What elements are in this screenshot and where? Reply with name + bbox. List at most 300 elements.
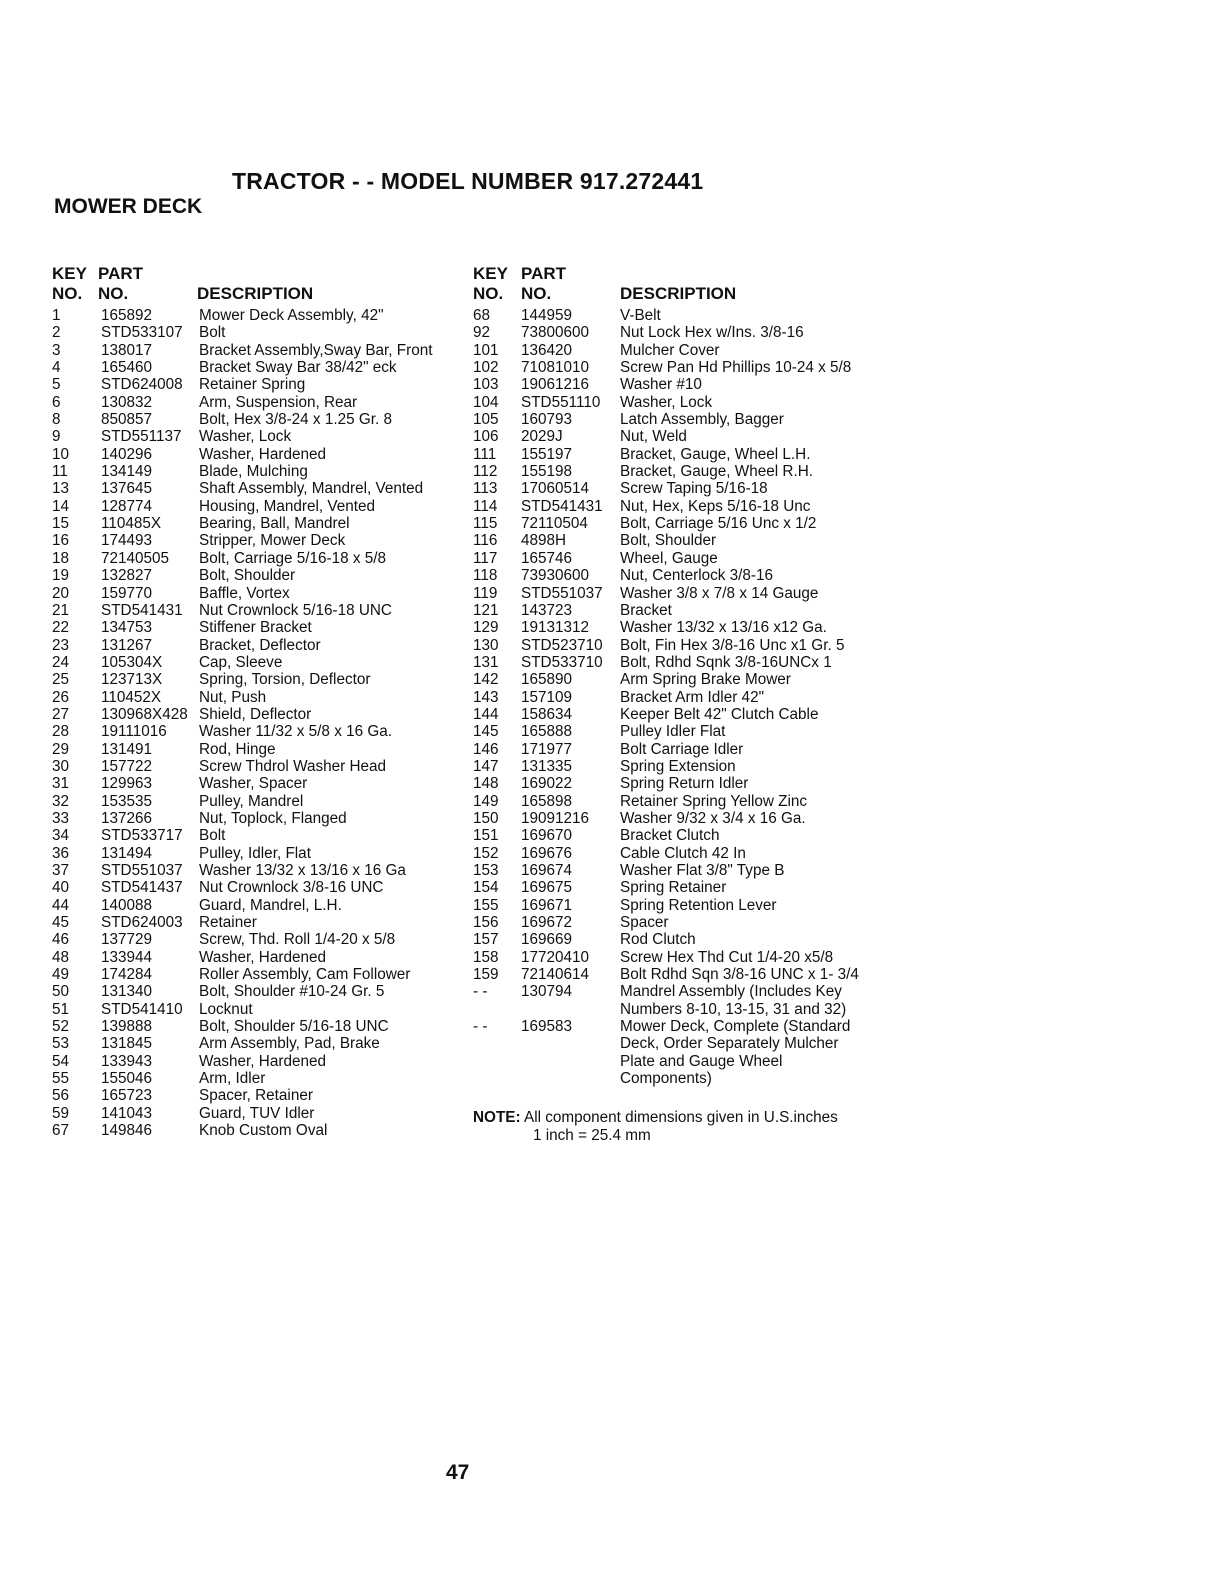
part-number: 165890 xyxy=(521,671,573,689)
key-header-line1: KEY xyxy=(52,264,87,283)
part-description: Bolt, Carriage 5/16 Unc x 1/2 xyxy=(620,515,817,533)
key-number: 56 xyxy=(52,1087,70,1105)
part-number: 165888 xyxy=(521,723,573,741)
part-number: STD533107 xyxy=(101,324,183,342)
key-number: 13 xyxy=(52,480,70,498)
part-number: 134753 xyxy=(101,619,153,637)
parts-row xyxy=(473,307,893,324)
part-description: Screw Thdrol Washer Head xyxy=(199,757,387,775)
part-number: 19131312 xyxy=(521,619,590,637)
part-header-line1: PART xyxy=(98,264,144,283)
parts-row xyxy=(473,897,893,914)
key-number: - - xyxy=(473,983,488,1001)
parts-row xyxy=(473,446,893,463)
key-number: 24 xyxy=(52,653,70,671)
key-number: 53 xyxy=(52,1035,70,1053)
key-number: 104 xyxy=(473,393,499,411)
parts-row xyxy=(52,983,452,1000)
part-description: Stripper, Mower Deck xyxy=(199,532,346,550)
part-number: 165460 xyxy=(101,359,153,377)
description-header: DESCRIPTION xyxy=(197,284,314,303)
parts-row xyxy=(473,706,893,723)
parts-row xyxy=(473,480,893,497)
part-description: Washer, Hardened xyxy=(199,948,326,966)
part-description: Mandrel Assembly (Includes Key Numbers 8-10, 13-15, 31 and 32) xyxy=(620,983,847,1018)
key-number: 23 xyxy=(52,636,70,654)
part-description: Knob Custom Oval xyxy=(199,1122,328,1140)
part-description: Arm Assembly, Pad, Brake xyxy=(199,1035,380,1053)
parts-row xyxy=(473,983,893,1018)
part-number: 140296 xyxy=(101,445,153,463)
parts-row xyxy=(52,845,452,862)
note-label: NOTE: xyxy=(473,1109,521,1126)
part-number: 158634 xyxy=(521,705,573,723)
key-number: 145 xyxy=(473,723,499,741)
part-number: 137729 xyxy=(101,931,153,949)
key-number: 2 xyxy=(52,324,61,342)
key-number: 4 xyxy=(52,359,61,377)
parts-row xyxy=(473,758,893,775)
parts-row xyxy=(52,758,452,775)
part-number: STD533710 xyxy=(521,653,603,671)
part-description: Bracket xyxy=(620,601,672,619)
key-number: 113 xyxy=(473,480,498,498)
key-number: 36 xyxy=(52,844,70,862)
part-description: Nut, Weld xyxy=(620,428,687,446)
part-description: V-Belt xyxy=(620,307,661,324)
part-number: 133943 xyxy=(101,1052,153,1070)
part-number: STD541437 xyxy=(101,879,183,897)
part-number: 139888 xyxy=(101,1018,153,1036)
part-number: 169671 xyxy=(521,896,573,914)
parts-row xyxy=(473,810,893,827)
parts-row xyxy=(52,827,452,844)
part-number: 130968X428 xyxy=(101,705,188,723)
part-description: Washer 13/32 x 13/16 x12 Ga. xyxy=(620,619,827,637)
part-description: Washer 9/32 x 3/4 x 16 Ga. xyxy=(620,809,806,827)
part-number: 19091216 xyxy=(521,809,590,827)
part-description: Nut, Centerlock 3/8-16 xyxy=(620,567,774,585)
part-description: Washer, Lock xyxy=(620,393,713,411)
part-description: Bolt xyxy=(199,324,226,342)
key-number: 158 xyxy=(473,948,499,966)
parts-row xyxy=(473,498,893,515)
part-header-line1: PART xyxy=(521,264,567,283)
part-number: STD541431 xyxy=(521,497,603,515)
part-number: 850857 xyxy=(101,411,153,429)
part-number: 140088 xyxy=(101,896,153,914)
part-description: Arm, Idler xyxy=(199,1070,266,1088)
part-description: Bracket Clutch xyxy=(620,827,720,845)
part-description: Locknut xyxy=(199,1000,253,1018)
part-description: Baffle, Vortex xyxy=(199,584,290,602)
part-number: 165746 xyxy=(521,549,573,567)
key-number: 131 xyxy=(473,653,499,671)
key-number: 157 xyxy=(473,931,499,949)
key-number: 1 xyxy=(52,307,61,324)
key-number: 33 xyxy=(52,809,70,827)
part-number: 144959 xyxy=(521,307,573,324)
parts-row xyxy=(52,585,452,602)
part-description: Washer, Hardened xyxy=(199,1052,326,1070)
key-number: 49 xyxy=(52,966,70,984)
part-number: 17720410 xyxy=(521,948,590,966)
part-description: Nut, Hex, Keps 5/16-18 Unc xyxy=(620,497,811,515)
parts-row xyxy=(52,394,452,411)
parts-row xyxy=(52,498,452,515)
part-description: Bolt, Shoulder #10-24 Gr. 5 xyxy=(199,983,385,1001)
parts-row xyxy=(473,949,893,966)
part-description: Bolt xyxy=(199,827,226,845)
key-number: 9 xyxy=(52,428,61,446)
part-number: 169583 xyxy=(521,1018,573,1036)
parts-row xyxy=(52,567,452,584)
part-description: Pulley Idler Flat xyxy=(620,723,726,741)
key-number: 67 xyxy=(52,1122,70,1140)
part-description: Cable Clutch 42 In xyxy=(620,844,746,862)
parts-row xyxy=(473,966,893,983)
key-number: 54 xyxy=(52,1052,70,1070)
part-number: 123713X xyxy=(101,671,163,689)
part-description: Screw Hex Thd Cut 1/4-20 x5/8 xyxy=(620,948,834,966)
part-description: Shaft Assembly, Mandrel, Vented xyxy=(199,480,424,498)
part-description: Arm Spring Brake Mower xyxy=(620,671,791,689)
part-description: Screw, Thd. Roll 1/4-20 x 5/8 xyxy=(199,931,396,949)
key-number: 11 xyxy=(52,463,68,481)
parts-row xyxy=(473,567,893,584)
page-number: 47 xyxy=(446,1461,470,1484)
parts-row xyxy=(52,723,452,740)
parts-row xyxy=(473,827,893,844)
key-number: 102 xyxy=(473,359,499,377)
part-description: Screw Taping 5/16-18 xyxy=(620,480,768,498)
parts-row xyxy=(52,376,452,393)
key-number: 16 xyxy=(52,532,70,550)
part-number: 137266 xyxy=(101,809,153,827)
part-number: 110452X xyxy=(101,688,162,706)
part-description: Bearing, Ball, Mandrel xyxy=(199,515,350,533)
parts-row xyxy=(52,897,452,914)
key-number: 59 xyxy=(52,1104,70,1122)
key-number: 150 xyxy=(473,809,499,827)
part-description: Spring, Torsion, Deflector xyxy=(199,671,371,689)
parts-row xyxy=(52,914,452,931)
part-number: 131845 xyxy=(101,1035,153,1053)
key-number: 149 xyxy=(473,792,499,810)
part-number: 174493 xyxy=(101,532,153,550)
part-description: Retainer xyxy=(199,914,257,932)
part-number: 4898H xyxy=(521,532,567,550)
parts-row xyxy=(52,706,452,723)
key-number: 115 xyxy=(473,515,498,533)
part-description: Wheel, Gauge xyxy=(620,549,718,567)
parts-row xyxy=(52,949,452,966)
part-description: Pulley, Mandrel xyxy=(199,792,304,810)
key-number: 27 xyxy=(52,705,70,723)
part-description: Bolt, Hex 3/8-24 x 1.25 Gr. 8 xyxy=(199,411,393,429)
key-number: 19 xyxy=(52,567,70,585)
parts-row xyxy=(52,1035,452,1052)
part-description: Washer 13/32 x 13/16 x 16 Ga xyxy=(199,862,406,879)
part-number: 155046 xyxy=(101,1070,153,1088)
parts-row xyxy=(473,463,893,480)
part-number: 155197 xyxy=(521,445,573,463)
key-number: 144 xyxy=(473,705,499,723)
parts-row xyxy=(52,931,452,948)
part-number: 165892 xyxy=(101,307,153,324)
parts-row xyxy=(52,446,452,463)
part-description: Bolt, Rdhd Sqnk 3/8-16UNCx 1 xyxy=(620,653,832,671)
key-number: 44 xyxy=(52,896,70,914)
parts-row xyxy=(473,342,893,359)
key-number: 40 xyxy=(52,879,70,897)
part-number: 160793 xyxy=(521,411,573,429)
part-description: Nut Crownlock 3/8-16 UNC xyxy=(199,879,384,897)
key-number: 156 xyxy=(473,914,499,932)
parts-row xyxy=(52,411,452,428)
key-header-line2: NO. xyxy=(473,284,504,303)
parts-row xyxy=(52,359,452,376)
part-description: Mower Deck, Complete (Standard Deck, Order Separately Mulcher Plate and Gauge Wheel Components) xyxy=(620,1018,851,1088)
parts-row xyxy=(473,376,893,393)
parts-row xyxy=(473,619,893,636)
part-description: Arm, Suspension, Rear xyxy=(199,393,358,411)
key-number: 151 xyxy=(473,827,499,845)
part-number: 138017 xyxy=(101,341,153,359)
key-number: 118 xyxy=(473,567,498,585)
key-number: 129 xyxy=(473,619,499,637)
part-number: 155198 xyxy=(521,463,573,481)
part-description: Spring Return Idler xyxy=(620,775,749,793)
parts-row xyxy=(52,793,452,810)
part-description: Bolt Rdhd Sqn 3/8-16 UNC x 1- 3/4 xyxy=(620,966,859,984)
part-number: 157722 xyxy=(101,757,153,775)
part-number: STD551037 xyxy=(101,862,183,879)
part-number: 165898 xyxy=(521,792,573,810)
key-number: 117 xyxy=(473,549,498,567)
key-number: 105 xyxy=(473,411,499,429)
parts-row xyxy=(52,1105,452,1122)
parts-row xyxy=(52,532,452,549)
part-description: Spring Retention Lever xyxy=(620,896,777,914)
part-description: Rod, Hinge xyxy=(199,740,276,758)
key-number: 26 xyxy=(52,688,70,706)
key-number: 14 xyxy=(52,497,70,515)
key-number: 34 xyxy=(52,827,70,845)
part-header-line2: NO. xyxy=(98,284,129,303)
part-description: Blade, Mulching xyxy=(199,463,308,481)
dimension-note xyxy=(473,1109,838,1145)
key-number: 48 xyxy=(52,948,70,966)
part-number: 71081010 xyxy=(521,359,590,377)
part-number: 131494 xyxy=(101,844,153,862)
key-number: 121 xyxy=(473,601,499,619)
parts-row xyxy=(473,550,893,567)
part-number: 159770 xyxy=(101,584,153,602)
key-number: 112 xyxy=(473,463,498,481)
parts-list-left xyxy=(52,307,452,1140)
parts-row xyxy=(52,619,452,636)
part-number: 169675 xyxy=(521,879,573,897)
part-number: 129963 xyxy=(101,775,153,793)
part-description: Mower Deck Assembly, 42" xyxy=(199,307,384,324)
part-description: Nut, Push xyxy=(199,688,267,706)
parts-row xyxy=(52,689,452,706)
parts-row xyxy=(52,515,452,532)
parts-row xyxy=(473,411,893,428)
part-number: 134149 xyxy=(101,463,153,481)
parts-row xyxy=(52,1070,452,1087)
part-description: Bracket Assembly,Sway Bar, Front xyxy=(199,341,433,359)
part-number: 73800600 xyxy=(521,324,590,342)
parts-row xyxy=(52,671,452,688)
part-number: STD541431 xyxy=(101,601,183,619)
part-number: 169674 xyxy=(521,862,573,879)
part-number: 19061216 xyxy=(521,376,590,394)
part-description: Washer, Hardened xyxy=(199,445,326,463)
parts-row xyxy=(473,532,893,549)
parts-row xyxy=(52,463,452,480)
parts-row xyxy=(473,394,893,411)
parts-row xyxy=(52,602,452,619)
part-number: 73930600 xyxy=(521,567,590,585)
parts-row xyxy=(52,1018,452,1035)
parts-row xyxy=(473,515,893,532)
parts-row xyxy=(473,1018,893,1087)
part-description: Bracket, Deflector xyxy=(199,636,321,654)
key-number: 51 xyxy=(52,1000,70,1018)
key-number: 21 xyxy=(52,601,70,619)
parts-row xyxy=(473,775,893,792)
parts-row xyxy=(52,428,452,445)
part-number: 169670 xyxy=(521,827,573,845)
note-conversion: 1 inch = 25.4 mm xyxy=(533,1127,651,1144)
part-number: 110485X xyxy=(101,515,162,533)
part-number: 131340 xyxy=(101,983,153,1001)
part-description: Bolt, Fin Hex 3/8-16 Unc x1 Gr. 5 xyxy=(620,636,845,654)
key-number: 10 xyxy=(52,445,70,463)
key-number: 45 xyxy=(52,914,70,932)
key-number: 22 xyxy=(52,619,70,637)
key-number: 152 xyxy=(473,844,499,862)
part-number: 169022 xyxy=(521,775,573,793)
part-number: STD624003 xyxy=(101,914,183,932)
part-description: Washer, Spacer xyxy=(199,775,308,793)
parts-row xyxy=(52,879,452,896)
key-number: 15 xyxy=(52,515,70,533)
parts-row xyxy=(473,879,893,896)
part-number: 137645 xyxy=(101,480,153,498)
key-number: 147 xyxy=(473,757,499,775)
parts-row xyxy=(473,689,893,706)
part-number: 2029J xyxy=(521,428,563,446)
part-number: 169669 xyxy=(521,931,573,949)
part-description: Housing, Mandrel, Vented xyxy=(199,497,376,515)
part-number: 149846 xyxy=(101,1122,153,1140)
key-number: 119 xyxy=(473,584,498,602)
part-number: 133944 xyxy=(101,948,153,966)
key-number: 68 xyxy=(473,307,491,324)
part-number: 132827 xyxy=(101,567,153,585)
parts-row xyxy=(52,324,452,341)
parts-row xyxy=(52,1053,452,1070)
part-description: Bracket, Gauge, Wheel R.H. xyxy=(620,463,813,481)
key-number: 46 xyxy=(52,931,70,949)
parts-row xyxy=(52,637,452,654)
parts-row xyxy=(52,1087,452,1104)
part-description: Nut, Toplock, Flanged xyxy=(199,809,347,827)
parts-row xyxy=(473,585,893,602)
part-description: Shield, Deflector xyxy=(199,705,312,723)
part-description: Keeper Belt 42" Clutch Cable xyxy=(620,705,819,723)
key-number: 130 xyxy=(473,636,499,654)
key-number: 106 xyxy=(473,428,499,446)
part-description: Bolt Carriage Idler xyxy=(620,740,744,758)
part-description: Bracket Arm Idler 42" xyxy=(620,688,765,706)
key-number: 142 xyxy=(473,671,499,689)
part-description: Rod Clutch xyxy=(620,931,696,949)
key-number: 30 xyxy=(52,757,70,775)
parts-column-left xyxy=(52,264,452,1140)
parts-column-right xyxy=(473,264,893,1087)
part-description: Pulley, Idler, Flat xyxy=(199,844,311,862)
part-number: STD533717 xyxy=(101,827,183,845)
column-header xyxy=(473,264,893,307)
part-number: 19111016 xyxy=(101,723,167,741)
parts-row xyxy=(52,1122,452,1139)
part-description: Washer 11/32 x 5/8 x 16 Ga. xyxy=(199,723,393,741)
part-number: 157109 xyxy=(521,688,573,706)
parts-row xyxy=(52,480,452,497)
parts-row xyxy=(473,324,893,341)
key-number: 159 xyxy=(473,966,499,984)
parts-row xyxy=(52,307,452,324)
key-number: 20 xyxy=(52,584,70,602)
key-number: 116 xyxy=(473,532,498,550)
part-description: Retainer Spring Yellow Zinc xyxy=(620,792,808,810)
part-number: 72110504 xyxy=(521,515,588,533)
key-number: 146 xyxy=(473,740,499,758)
part-description: Spring Retainer xyxy=(620,879,727,897)
key-number: 114 xyxy=(473,497,498,515)
part-number: 165723 xyxy=(101,1087,153,1105)
part-description: Guard, Mandrel, L.H. xyxy=(199,896,342,914)
key-header-line1: KEY xyxy=(473,264,508,283)
part-description: Mulcher Cover xyxy=(620,341,720,359)
part-number: 131267 xyxy=(101,636,153,654)
part-description: Bolt, Shoulder xyxy=(199,567,296,585)
parts-row xyxy=(52,741,452,758)
part-description: Nut Lock Hex w/Ins. 3/8-16 xyxy=(620,324,804,342)
part-number: STD624008 xyxy=(101,376,183,394)
parts-row xyxy=(473,845,893,862)
parts-row xyxy=(473,428,893,445)
key-number: 103 xyxy=(473,376,499,394)
parts-row xyxy=(473,654,893,671)
part-description: Guard, TUV Idler xyxy=(199,1104,315,1122)
key-number: 148 xyxy=(473,775,499,793)
column-header xyxy=(52,264,452,307)
part-number: 17060514 xyxy=(521,480,590,498)
key-header-line2: NO. xyxy=(52,284,83,303)
part-number: 130832 xyxy=(101,393,153,411)
part-description: Latch Assembly, Bagger xyxy=(620,411,784,429)
part-description: Screw Pan Hd Phillips 10-24 x 5/8 xyxy=(620,359,852,377)
parts-row xyxy=(473,637,893,654)
part-number: 171977 xyxy=(521,740,573,758)
part-description: Washer Flat 3/8" Type B xyxy=(620,862,785,879)
key-number: 29 xyxy=(52,740,70,758)
